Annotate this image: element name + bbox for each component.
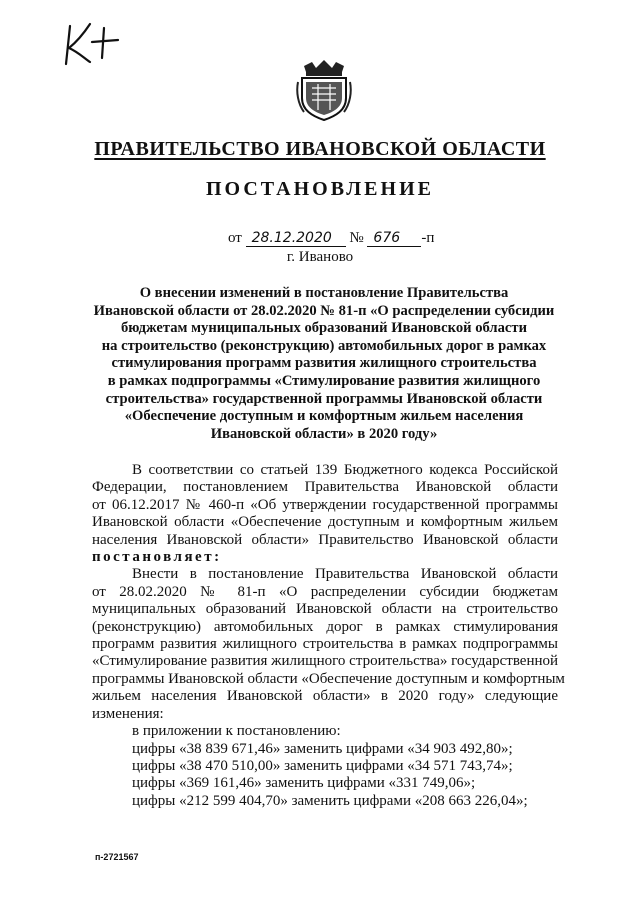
change-line: цифры «38 839 671,46» заменить цифрами «34 903 492,80»; bbox=[132, 740, 513, 757]
body-line: населения Ивановской области» Правительство Ивановской области bbox=[92, 531, 558, 548]
body-line: Федерации, постановлением Правительства Ивановской области bbox=[92, 479, 558, 496]
body-text bbox=[92, 462, 565, 810]
document-heading bbox=[90, 285, 558, 443]
document-type-title: ПОСТАНОВЛЕНИЕ bbox=[206, 178, 434, 200]
body-line: Ивановской области «Обеспечение доступным и комфортным жильем bbox=[92, 514, 558, 531]
org-title: ПРАВИТЕЛЬСТВО ИВАНОВСКОЙ ОБЛАСТИ bbox=[94, 138, 546, 160]
number-sign: № bbox=[349, 230, 364, 246]
handwritten-mark bbox=[60, 18, 130, 68]
heading-line: Ивановской области от 28.02.2020 № 81-п «О распределении субсидии bbox=[93, 302, 555, 319]
body-line: «Стимулирование развития жилищного строительства» государственной bbox=[92, 653, 559, 670]
heading-line: Ивановской области» в 2020 году» bbox=[210, 425, 438, 442]
body-line: от 06.12.2017 № 460-п «Об утверждении государственной программы bbox=[92, 496, 558, 513]
footer-code: п-2721567 bbox=[95, 852, 139, 862]
handwritten-date: 28.12.2020 bbox=[246, 230, 346, 247]
heading-line: О внесении изменений в постановление Правительства bbox=[139, 285, 509, 301]
heading-line: бюджетам муниципальных образований Ивановской области bbox=[121, 320, 527, 337]
body-line: В соответствии со статьей 139 Бюджетного кодекса Российской bbox=[132, 462, 558, 478]
resolves-word: постановляет: bbox=[92, 549, 222, 566]
body-line: программ развития жилищного строительства в рамках подпрограммы bbox=[92, 636, 558, 653]
body-line: муниципальных образований Ивановской области на строительство bbox=[92, 601, 558, 618]
change-line: цифры «369 161,46» заменить цифрами «331 749,06»; bbox=[132, 775, 476, 792]
heading-line: «Обеспечение доступным и комфортным жильем населения bbox=[124, 408, 524, 425]
body-line: жильем населения Ивановской области» в 2020 году» следующие bbox=[92, 688, 558, 705]
body-line: изменения: bbox=[92, 705, 164, 722]
number-suffix: -п bbox=[421, 230, 435, 246]
body-line: Внести в постановление Правительства Ивановской области bbox=[132, 566, 558, 583]
body-line: программы Ивановской области «Обеспечение доступным и комфортным bbox=[92, 670, 565, 687]
date-prefix: от bbox=[228, 230, 242, 246]
city-line: г. Иваново bbox=[286, 249, 354, 265]
body-line: (реконструкцию) автомобильных дорог в рамках стимулирования bbox=[92, 618, 558, 635]
change-line: цифры «38 470 510,00» заменить цифрами «34 571 743,74»; bbox=[132, 757, 513, 774]
date-number-line bbox=[228, 230, 434, 247]
heading-line: строительства» государственной программы Ивановской области bbox=[105, 390, 543, 407]
handwritten-number: 676 bbox=[367, 230, 421, 247]
heading-line: в рамках подпрограммы «Стимулирование развития жилищного bbox=[107, 372, 541, 389]
change-line: цифры «212 599 404,70» заменить цифрами «208 663 226,04»; bbox=[132, 792, 528, 809]
coat-of-arms-emblem bbox=[296, 58, 352, 122]
body-line: от 28.02.2020 № 81-п «О распределении субсидии бюджетам bbox=[92, 583, 558, 600]
heading-line: стимулирования программ развития жилищного строительства bbox=[111, 355, 537, 372]
change-line: в приложении к постановлению: bbox=[132, 723, 341, 740]
heading-line: на строительство (реконструкцию) автомобильных дорог в рамках bbox=[101, 337, 547, 354]
